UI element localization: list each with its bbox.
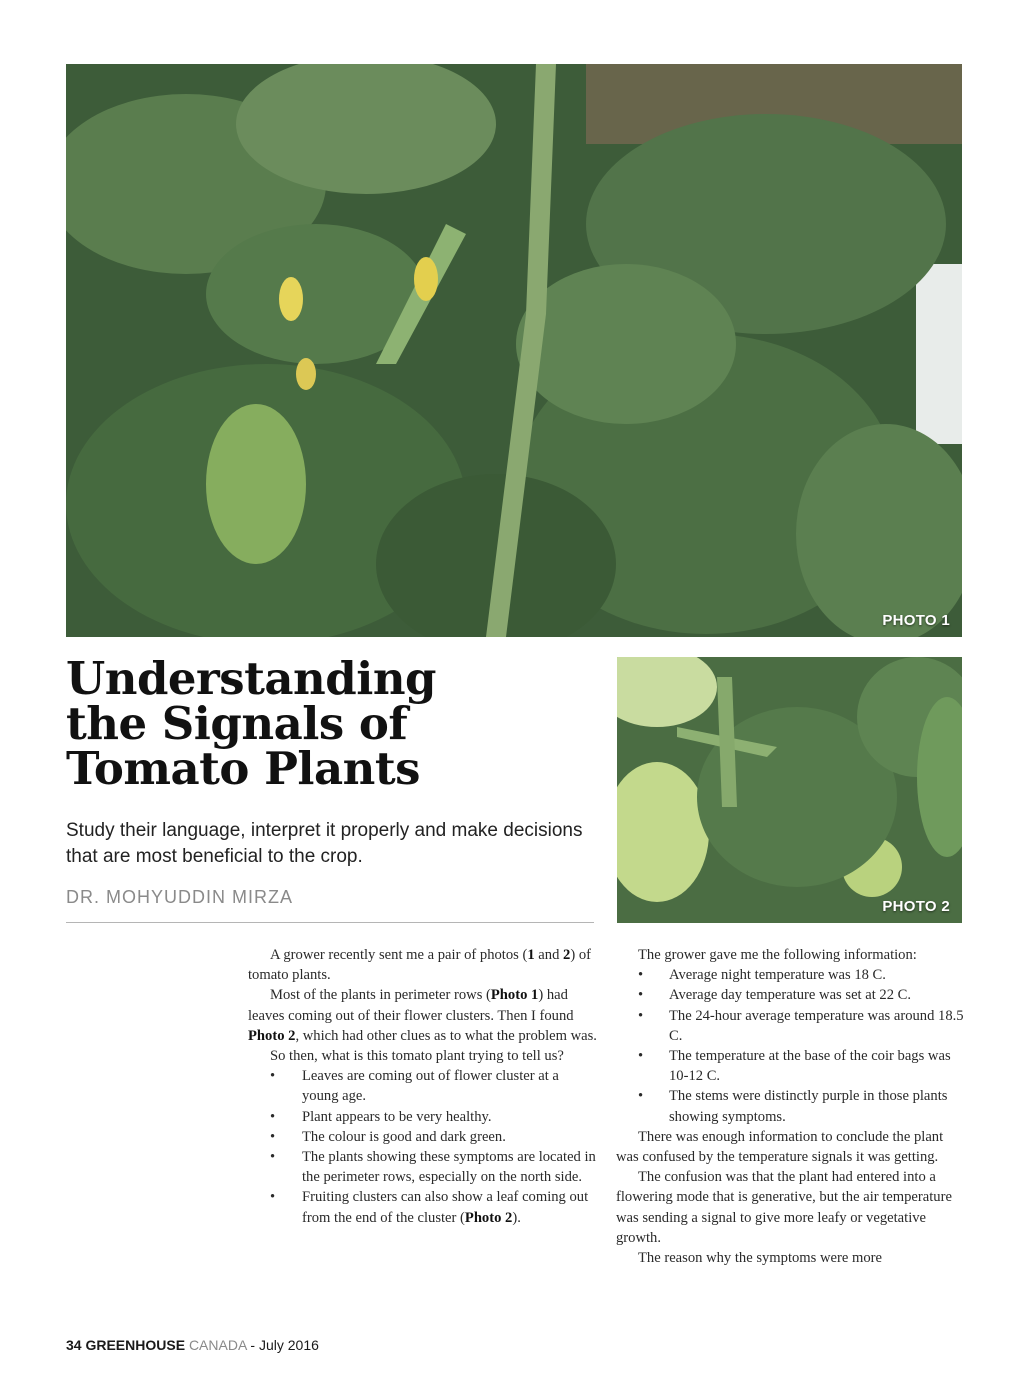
paragraph: The confusion was that the plant had entered into a flowering mode that is generative, but the air temperature was sending a signal to give more leafy or vegetative growth. bbox=[616, 1169, 952, 1246]
list-text: Average night temperature was 18 C. bbox=[669, 967, 886, 984]
list-text: Leaves are coming out of flower cluster at a young age. bbox=[302, 1068, 559, 1105]
list-text: The temperature at the base of the coir bags was 10-12 C. bbox=[669, 1048, 951, 1085]
photo-2-label: PHOTO 2 bbox=[882, 898, 950, 915]
title-line: the Signals of bbox=[66, 697, 408, 750]
bold-ref: 1 bbox=[527, 947, 535, 963]
bold-ref: Photo 2 bbox=[248, 1027, 296, 1044]
list-item bbox=[248, 1066, 598, 1106]
text: , which had other clues as to what the problem was. bbox=[295, 1027, 597, 1044]
brand-name-light: CANADA bbox=[188, 1337, 247, 1353]
body-column-1 bbox=[248, 945, 598, 1228]
list-text: Plant appears to be very healthy. bbox=[302, 1108, 492, 1125]
bullet-icon: • bbox=[270, 1068, 276, 1085]
issue-date: - July 2016 bbox=[250, 1337, 319, 1353]
paragraph: The reason why the symptoms were more bbox=[638, 1250, 882, 1267]
page-footer bbox=[66, 1337, 319, 1353]
page-number: 34 bbox=[66, 1337, 82, 1353]
photo-2 bbox=[617, 657, 962, 923]
paragraph bbox=[248, 945, 598, 985]
brand-name: GREENHOUSE bbox=[85, 1337, 186, 1353]
body-column-2 bbox=[616, 945, 966, 1268]
bullet-icon: • bbox=[270, 1128, 276, 1145]
bullet-list bbox=[616, 965, 966, 1127]
title-line: Tomato Plants bbox=[66, 742, 421, 795]
list-item bbox=[616, 1046, 966, 1086]
paragraph: The grower gave me the following information: bbox=[638, 947, 917, 963]
bullet-icon: • bbox=[638, 967, 644, 984]
bullet-icon: • bbox=[638, 1048, 644, 1065]
list-text: Average day temperature was set at 22 C. bbox=[669, 987, 912, 1004]
list-item bbox=[616, 985, 966, 1005]
list-item bbox=[616, 1086, 966, 1126]
bullet-icon: • bbox=[270, 1108, 276, 1125]
list-text: ). bbox=[512, 1209, 521, 1226]
photo-1 bbox=[66, 64, 962, 637]
list-item bbox=[616, 1006, 966, 1046]
list-text: The stems were distinctly purple in those plants showing symptoms. bbox=[669, 1088, 948, 1125]
bullet-icon: • bbox=[270, 1149, 276, 1166]
list-text: Fruiting clusters can also show a leaf coming out from the end of the cluster ( bbox=[302, 1189, 589, 1226]
paragraph: So then, what is this tomato plant trying to tell us? bbox=[270, 1048, 564, 1065]
title-line: Understanding bbox=[66, 652, 437, 705]
tomato-fruit-image bbox=[617, 657, 962, 923]
list-item bbox=[248, 1127, 598, 1147]
bullet-icon: • bbox=[638, 1088, 644, 1105]
list-item bbox=[616, 965, 966, 985]
bullet-icon: • bbox=[638, 987, 644, 1004]
list-item bbox=[248, 1187, 598, 1227]
photo-1-label: PHOTO 1 bbox=[882, 612, 950, 629]
list-text: The plants showing these symptoms are located in the perimeter rows, especially on the north side. bbox=[302, 1149, 596, 1186]
divider bbox=[66, 922, 594, 923]
bullet-icon: • bbox=[638, 1007, 644, 1024]
bold-ref: Photo 1 bbox=[490, 987, 539, 1004]
list-item bbox=[248, 1147, 598, 1187]
list-text: The colour is good and dark green. bbox=[302, 1128, 506, 1145]
paragraph: There was enough information to conclude the plant was confused by the temperature signals it was getting. bbox=[616, 1128, 944, 1166]
bold-ref: 2 bbox=[563, 947, 571, 963]
bold-ref: Photo 2 bbox=[464, 1209, 513, 1226]
article-title bbox=[66, 652, 586, 795]
bullet-icon: • bbox=[270, 1189, 276, 1206]
text: A grower recently sent me a pair of photos ( bbox=[270, 947, 528, 963]
text: ) of tomato plants. bbox=[248, 947, 591, 984]
bullet-list bbox=[248, 1066, 598, 1228]
paragraph bbox=[248, 985, 598, 1046]
list-item bbox=[248, 1107, 598, 1127]
text: Most of the plants in perimeter rows ( bbox=[270, 987, 491, 1004]
text: and bbox=[534, 947, 564, 963]
text: ) had leaves coming out of their flower clusters. Then I found bbox=[248, 987, 574, 1024]
author-byline: DR. MOHYUDDIN MIRZA bbox=[66, 887, 293, 907]
article-subtitle: Study their language, interpret it properly and make decisions that are most beneficial to the crop. bbox=[66, 820, 583, 867]
list-text: The 24-hour average temperature was around 18.5 C. bbox=[669, 1007, 964, 1044]
tomato-plant-image bbox=[66, 64, 962, 637]
